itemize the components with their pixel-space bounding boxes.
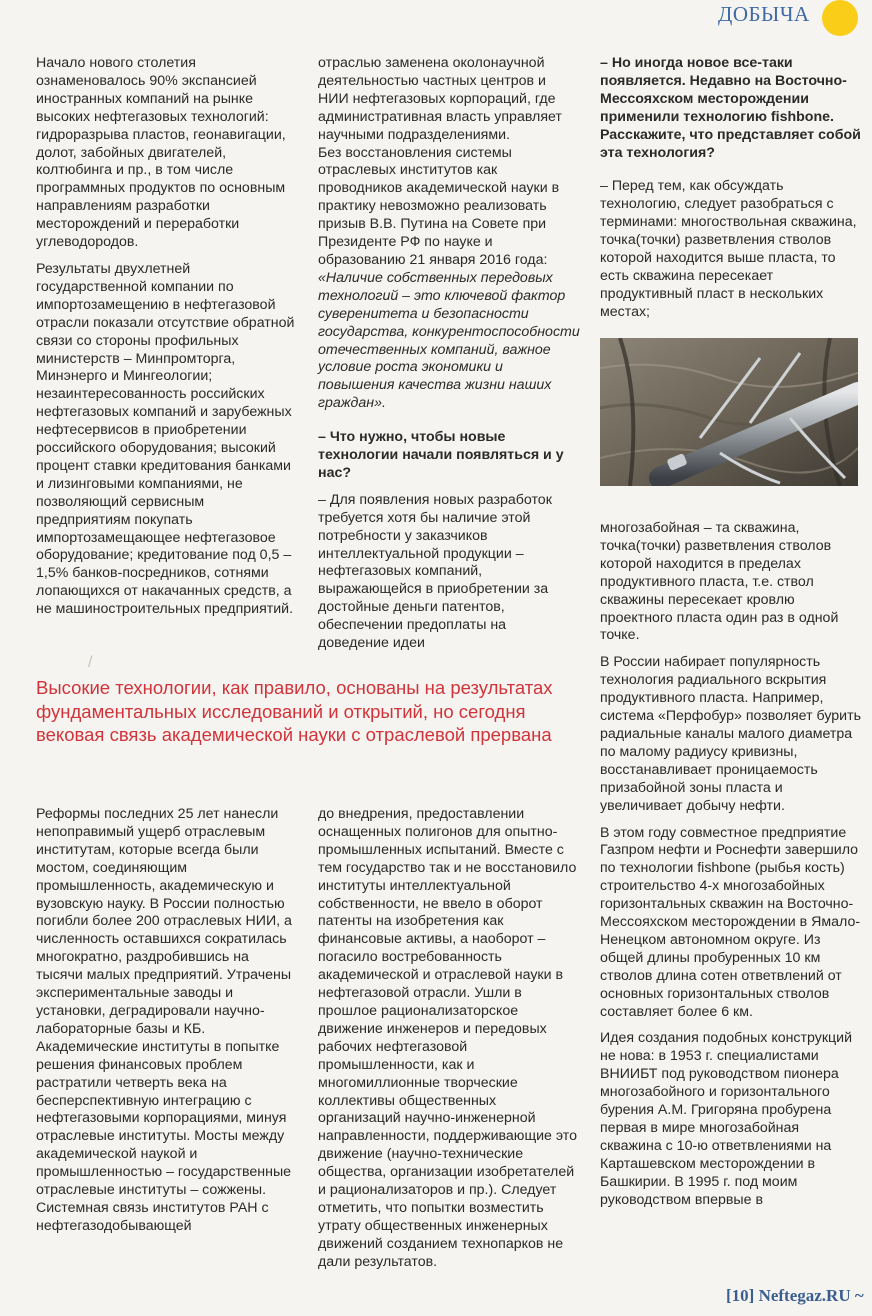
paragraph: до внедрения, предоставлении оснащенных полигонов для опытно-промышленных испытаний. Вместе с тем государство так и не восстановило институты интеллектуальной собственности, не ввело в оборот патенты на изобретения как финансовые активы, а наоборот – погасило востребованность академической и отраслевой науки в нефтегазовой отрасли. Ушли в прошлое рационализаторское движение инженеров и передовых рабочих нефтегазовой промышленности, как и многомиллионные творческие коллективы общественных организаций научно-инженерной направленности, поддерживающие это движение (научно-технические общества, организации изобретателей и рационализаторов и пр.). Следует отметить, что попытки возместить утрату общественных инженерных движений созданием технопарков не дали результатов. — [318, 806, 578, 1270]
paragraph: Начало нового столетия ознаменовалось 90% экспансией иностранных компаний на рынке высоких нефтегазовых технологий: гидроразрыва пластов, геонавигации, долот, забойных двигателей, колтюбинга и пр., в том числе программных продуктов по основным направлениям разработки месторождений и переработки углеводородов. — [36, 55, 286, 251]
decorative-slash: / — [88, 654, 93, 671]
pull-quote: Высокие технологии, как правило, основаны на результатах фундаментальных исследований и открытий, но сегодня вековая связь академической науки с отраслевой прервана — [36, 677, 553, 746]
paragraph: Идея создания подобных конструкций не нова: в 1953 г. специалистами ВНИИБТ под руководством пионера многозабойного и горизонтального бурения А.М. Григоряна пробурена первая в мире многозабойная скважина с 10-ю ответвлениями на Карташевском месторождении в Башкирии. В 1995 г. под моим руководством впервые в — [600, 1030, 853, 1208]
column-3-bottom — [600, 520, 862, 1219]
paragraph: В этом году совместное предприятие Газпром нефти и Роснефти завершило по технологии fishbone (рыбья кость) строительство 4-х многозабойных горизонтальных скважин на Восточно-Мессояхском месторождении в Ямало-Ненецком автономном округе. Из общей длины пробуренных 10 км стволов длина сотен ответвлений от основных горизонтальных стволов составляет более 6 км. — [600, 824, 861, 1020]
column-2-top — [318, 55, 580, 662]
column-1-bottom — [36, 806, 298, 1245]
paragraph: – Для появления новых разработок требуется хотя бы наличие этой потребности у заказчиков интеллектуальной продукции – нефтегазовых компаний, выражающейся в приобретении за достойные деньги патентов, обеспечении предоплаты на доведение идеи — [318, 491, 552, 652]
paragraph: – Перед тем, как обсуждать технологию, следует разобраться с терминами: многоствольная скважина, точка(точки) разветвления стволов которой находится выше пласта, то есть скважина пересекает продуктивный пласт в нескольких местах; — [600, 178, 857, 320]
column-1-top — [36, 55, 298, 628]
paragraph: отраслью заменена околонаучной деятельностью частных центров и НИИ нефтегазовых корпораций, где административная власть управляет научными подразделениями. — [318, 55, 562, 143]
section-dot — [822, 0, 858, 36]
paragraph-intro: Без восстановления системы отраслевых институтов как проводников академической науки в практику невозможно реализовать призыв В.В. Путина на Совете при Президенте РФ по науке и образованию 21 января 2016 года: — [318, 144, 560, 268]
column-2-bottom — [318, 806, 580, 1281]
putin-quote: «Наличие собственных передовых технологий – это ключевой фактор суверенитета и безопасности государства, конкурентоспособности отечественных компаний, важное условие роста экономики и повышения качества жизни наших граждан». — [318, 269, 580, 412]
paragraph: В России набирает популярность технология радиального вскрытия продуктивного пласта. Например, система «Перфобур» позволяет бурить радиальные каналы малого диаметра по малому радиусу кривизны, восстанавливает проницаемость призабойной зоны пласта и увеличивает добычу нефти. — [600, 654, 861, 814]
fishbone-well-image — [600, 338, 858, 486]
section-tag: ДОБЫЧА — [718, 2, 810, 26]
page-footer: [10] Neftegaz.RU ~ — [726, 1286, 864, 1305]
paragraph: Реформы последних 25 лет нанесли непоправимый ущерб отраслевым институтам, которые всегда были мостом, соединяющим промышленность, академическую и вузовскую науку. В России полностью погибли более 200 отраслевых НИИ, а численность оставшихся сократилась многократно, раздробившись на тысячи малых предприятий. Утрачены экспериментальные заводы и установки, деградировали научно-лабораторные базы и КБ. Академические институты в попытке решения финансовых проблем растратили четверть века на бесперспективную интеграцию с нефтегазовыми корпорациями, минуя отраслевые институты. Мосты между академической наукой и промышленностью – государственные отраслевые институты – сожжены. Системная связь институтов РАН с нефтегазодобывающей — [36, 806, 292, 1234]
paragraph: многозабойная – та скважина, точка(точки) разветвления стволов которой находится в пределах продуктивного пласта, т.е. ствол скважины пересекает кровлю проектного пласта один раз в одной точке. — [600, 520, 839, 644]
paragraph: Результаты двухлетней государственной компании по импортозамещению в нефтегазовой отрасли показали отсутствие обратной связи со стороны профильных министерств – Минпромторга, Минэнерго и Мингеологии; незаинтересованность российских нефтегазовых компаний и зарубежных нефтесервисов в приобретении российского оборудования; высокий процент ставки кредитования банками и лизинговыми компаниями, не позволяющий сервисным предприятиям покупать импортозамещающее нефтегазовое оборудование; кредитование под 0,5 – 1,5% банков-посредников, сотнями лопающихся от накачанных средств, а не машиностроительных предприятий. — [36, 260, 295, 618]
paragraph — [318, 145, 580, 414]
interview-question: – Что нужно, чтобы новые технологии начали появляться и у нас? — [318, 429, 564, 481]
column-3-top — [600, 55, 862, 331]
interview-question: – Но иногда новое все-таки появляется. Недавно на Восточно-Мессояхском месторождении применили технологию fishbone. Расскажите, что представляет собой эта технология? — [600, 55, 861, 161]
